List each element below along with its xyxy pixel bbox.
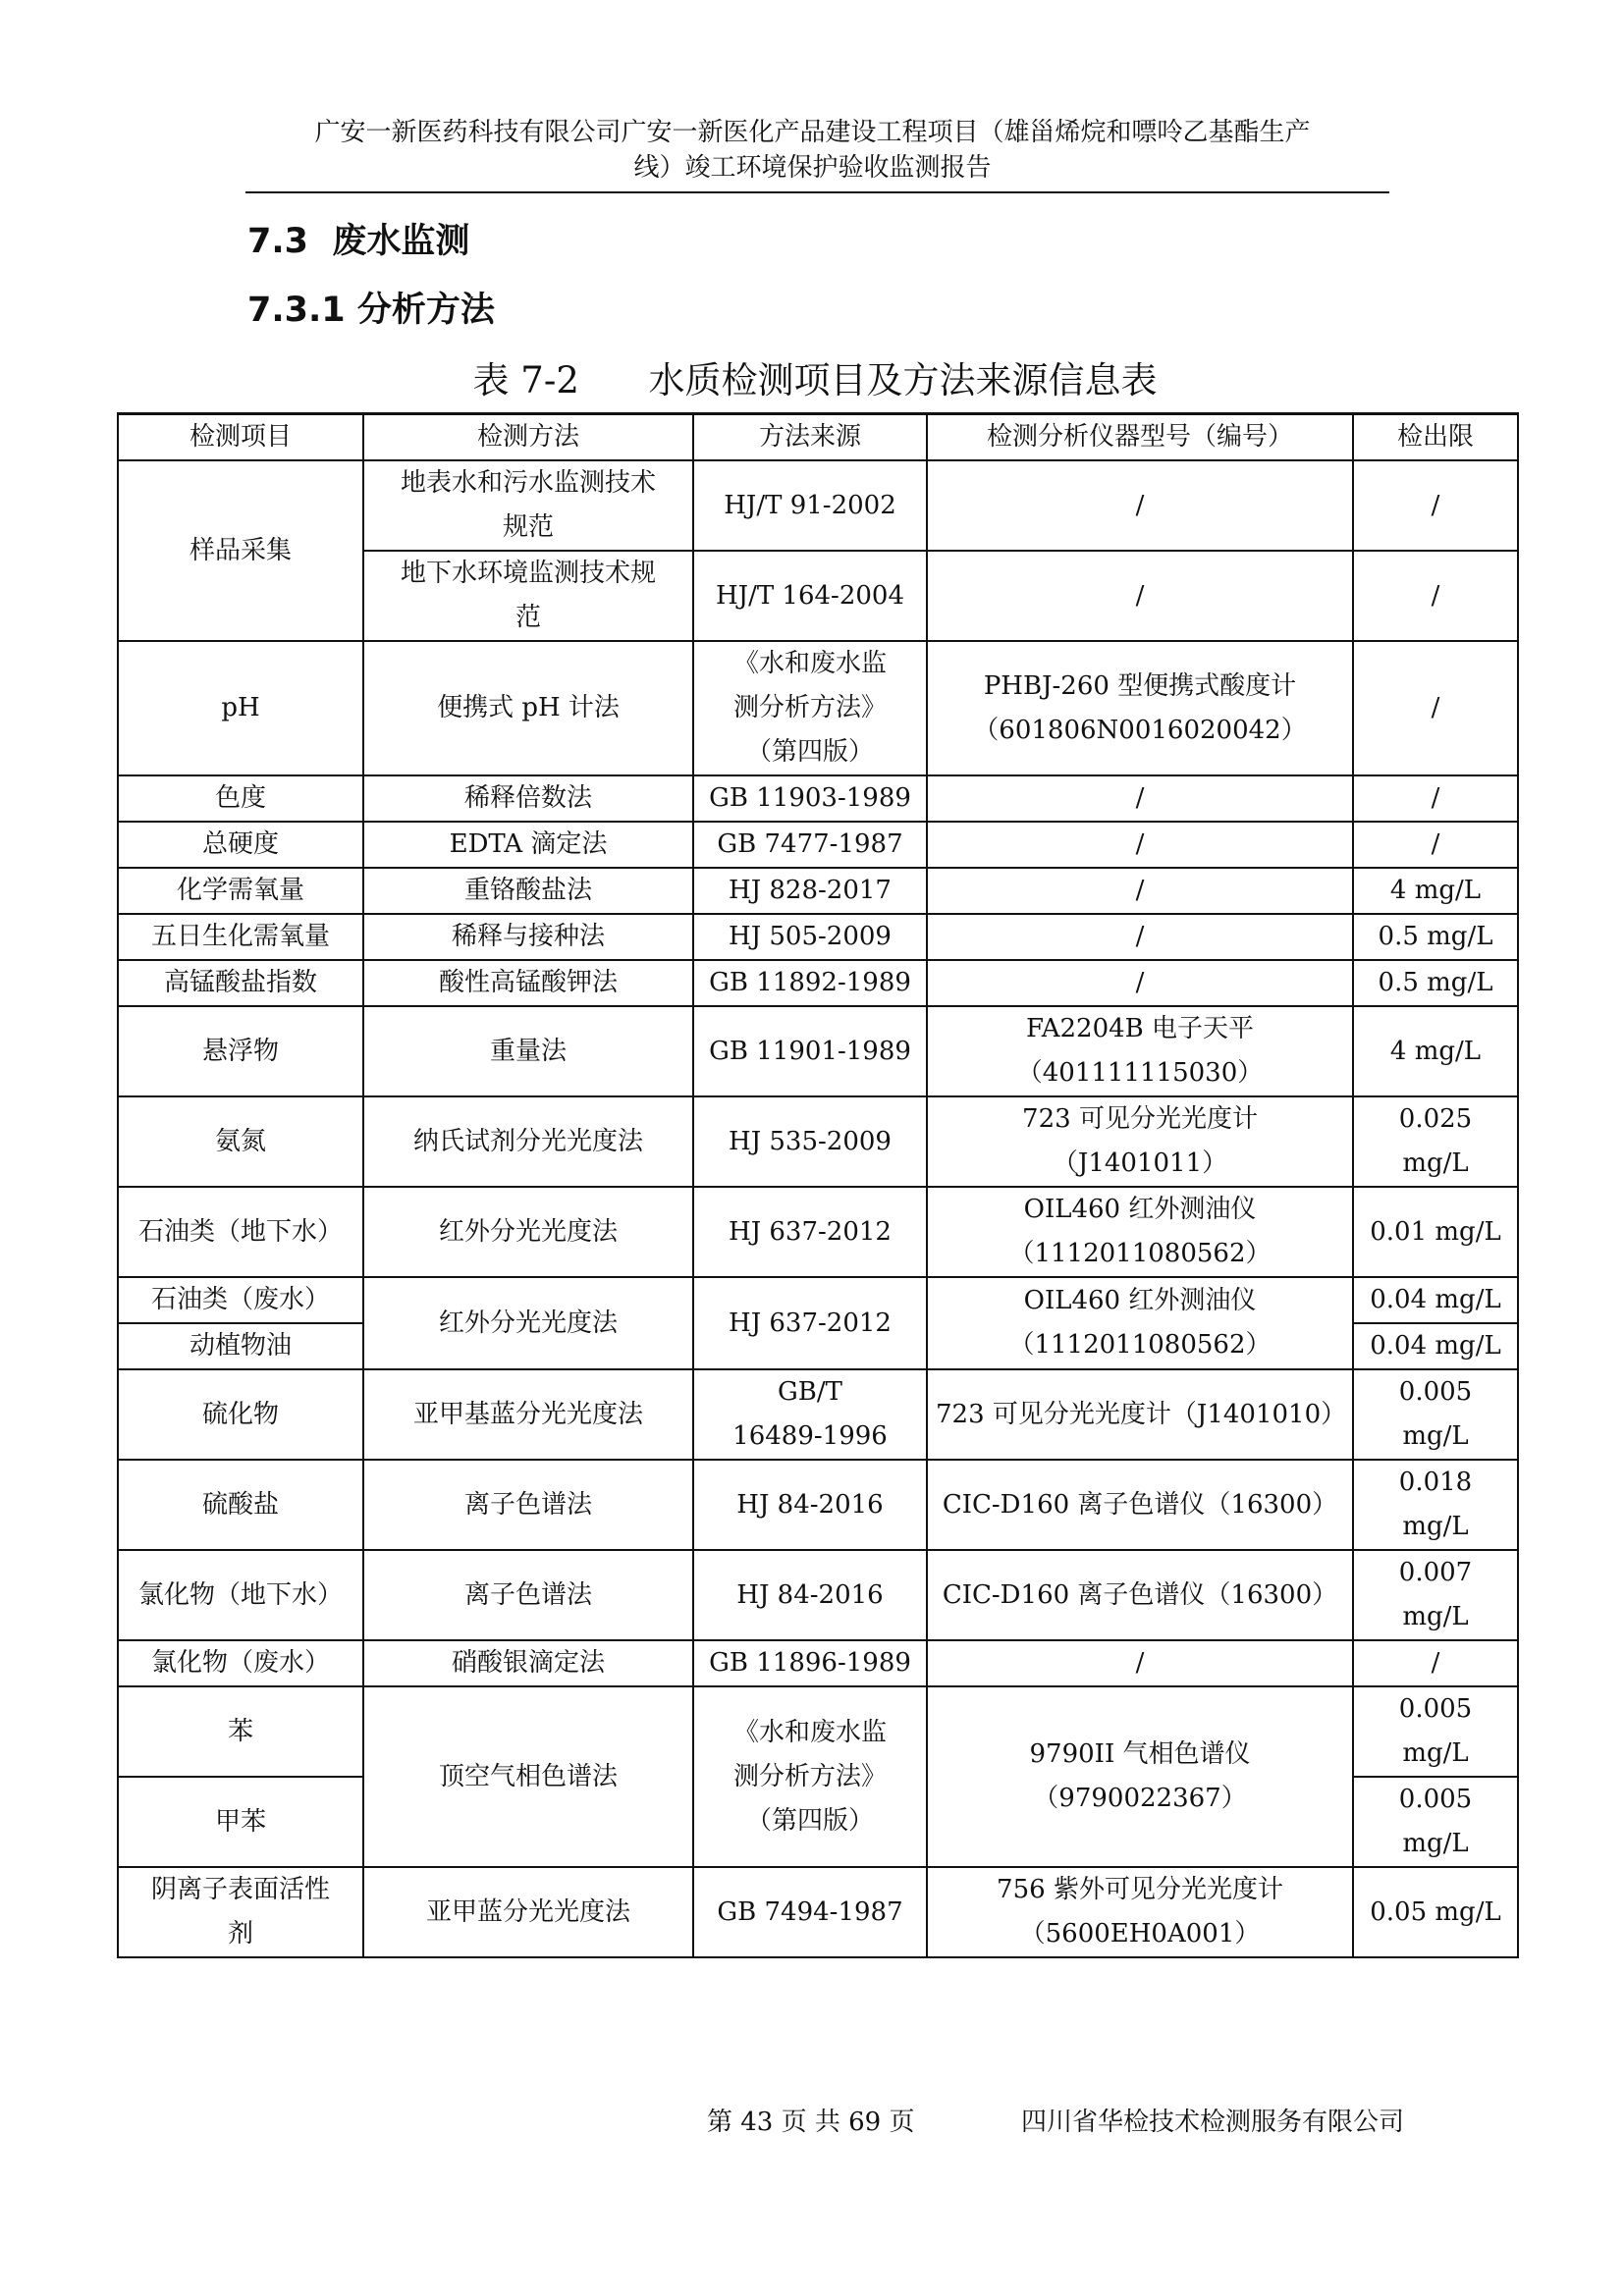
- cell-source-line: GB/T: [778, 1377, 842, 1407]
- table-row: [118, 914, 1518, 960]
- cell-limit-line: 0.05 mg/L: [1370, 1896, 1501, 1927]
- cell-source: [693, 1460, 927, 1550]
- cell-instrument: [927, 914, 1353, 960]
- table-row: [118, 1460, 1518, 1550]
- table-row: [118, 1187, 1518, 1277]
- cell-limit-line: mg/L: [1402, 1602, 1469, 1631]
- cell-instrument-line: OIL460 红外测油仪: [1023, 1286, 1257, 1315]
- cell-method-line: 纳氏试剂分光光度法: [412, 1126, 643, 1156]
- cell-source-line: 《水和废水监: [732, 1717, 887, 1747]
- cell-instrument: [927, 960, 1353, 1006]
- cell-item: [118, 1460, 363, 1550]
- cell-limit: [1353, 822, 1518, 868]
- cell-limit-line: 4 mg/L: [1389, 1036, 1482, 1066]
- cell-method: [363, 914, 693, 960]
- table-row: [118, 822, 1518, 868]
- cell-limit: [1353, 1640, 1518, 1686]
- table-row: [118, 641, 1518, 775]
- cell-limit: [1353, 1006, 1518, 1096]
- cell-limit-line: 0.01 mg/L: [1370, 1216, 1501, 1247]
- cell-item: [118, 775, 363, 822]
- report-header-line-1: 广安一新医药科技有限公司广安一新医化产品建设工程项目（雄甾烯烷和嘌呤乙基酯生产: [314, 118, 1311, 147]
- cell-item-line: 苯: [227, 1716, 253, 1746]
- table-caption: [118, 359, 1512, 402]
- cell-method-line: 红外分光光度法: [438, 1308, 618, 1338]
- cell-instrument-line: 723 可见分光光度计: [1022, 1104, 1258, 1134]
- section-title: 废水监测: [332, 222, 470, 261]
- cell-instrument-line: （601806N0016020042）: [973, 715, 1307, 745]
- report-header: [236, 115, 1389, 186]
- cell-method-line: 规范: [502, 512, 554, 542]
- cell-item: [118, 914, 363, 960]
- cell-method-line: 红外分光光度法: [438, 1216, 618, 1247]
- cell-limit: [1353, 641, 1518, 775]
- cell-instrument-line: （1112011080562）: [1008, 1330, 1272, 1360]
- cell-item-line: 氨氮: [214, 1126, 266, 1156]
- cell-source: [693, 1686, 927, 1867]
- cell-limit: [1353, 775, 1518, 822]
- cell-instrument-line: /: [1135, 1648, 1145, 1678]
- subsection-heading: [247, 291, 495, 330]
- cell-item-line: 剂: [227, 1919, 253, 1949]
- table-row: [118, 1369, 1518, 1460]
- header-limit-line: 检出限: [1396, 422, 1474, 452]
- cell-instrument: [927, 551, 1353, 641]
- cell-instrument-line: /: [1135, 829, 1145, 859]
- cell-limit-line: 0.025: [1398, 1104, 1473, 1134]
- cell-source: [693, 1867, 927, 1957]
- cell-method: [363, 775, 693, 822]
- cell-item: [118, 1686, 363, 1777]
- header-instrument: [927, 414, 1353, 461]
- cell-limit-line: 0.04 mg/L: [1370, 1331, 1501, 1361]
- cell-item-line: 石油类（地下水）: [137, 1216, 343, 1247]
- header-source: [693, 414, 927, 461]
- subsection-number: 7.3.1: [247, 291, 346, 330]
- cell-method: [363, 1640, 693, 1686]
- header-item-line: 检测项目: [189, 422, 292, 452]
- cell-method: [363, 868, 693, 914]
- cell-limit: [1353, 460, 1518, 551]
- cell-method-line: 重量法: [489, 1036, 567, 1066]
- section-number: 7.3: [247, 222, 309, 261]
- header-method: [363, 414, 693, 461]
- cell-instrument: [927, 1096, 1353, 1187]
- cell-source-line: 测分析方法》: [732, 693, 887, 722]
- cell-source-line: HJ/T 164-2004: [715, 580, 905, 611]
- page-number: 第 43 页 共 69 页: [707, 2108, 915, 2137]
- cell-limit-line: 0.5 mg/L: [1378, 968, 1493, 997]
- cell-item-line: 样品采集: [189, 535, 292, 565]
- cell-method: [363, 1686, 693, 1867]
- table-row: [118, 460, 1518, 551]
- cell-instrument-line: /: [1135, 783, 1145, 813]
- cell-limit-line: mg/L: [1402, 1421, 1469, 1451]
- cell-limit: [1353, 1096, 1518, 1187]
- cell-limit-line: 0.04 mg/L: [1370, 1285, 1501, 1314]
- cell-instrument-line: OIL460 红外测油仪: [1023, 1195, 1257, 1224]
- cell-instrument: [927, 775, 1353, 822]
- cell-limit-line: 0.005: [1398, 1785, 1473, 1814]
- cell-instrument-line: CIC-D160 离子色谱仪（16300）: [942, 1579, 1338, 1610]
- cell-source: [693, 1640, 927, 1686]
- cell-source-line: GB 7477-1987: [717, 829, 903, 859]
- table-row: [118, 1096, 1518, 1187]
- cell-source-line: HJ 84-2016: [736, 1579, 884, 1610]
- cell-source-line: HJ 637-2012: [729, 1308, 892, 1338]
- cell-source-line: HJ 505-2009: [729, 922, 892, 951]
- cell-instrument-line: /: [1135, 968, 1145, 997]
- cell-method-line: 便携式 pH 计法: [437, 693, 620, 722]
- table-row: [118, 1006, 1518, 1096]
- cell-item-line: 硫化物: [201, 1399, 279, 1429]
- cell-source: [693, 641, 927, 775]
- table-row: [118, 868, 1518, 914]
- cell-method-line: 离子色谱法: [463, 1489, 592, 1520]
- cell-method: [363, 1006, 693, 1096]
- cell-instrument: [927, 1867, 1353, 1957]
- header-source-line: 方法来源: [758, 422, 861, 452]
- subsection-title: 分析方法: [356, 291, 495, 330]
- cell-instrument-line: /: [1135, 876, 1145, 905]
- cell-method-line: 离子色谱法: [463, 1579, 592, 1610]
- cell-limit-line: /: [1431, 783, 1440, 813]
- cell-instrument-line: （5600EH0A001）: [1019, 1919, 1261, 1949]
- cell-method-line: 地下水环境监测技术规: [400, 559, 656, 588]
- cell-item-line: 硫酸盐: [201, 1489, 279, 1520]
- cell-item: [118, 1277, 363, 1323]
- header-method-line: 检测方法: [476, 422, 579, 452]
- cell-limit: [1353, 1777, 1518, 1867]
- cell-item: [118, 822, 363, 868]
- cell-source-line: （第四版）: [745, 737, 874, 767]
- cell-method-line: 酸性高锰酸钾法: [438, 968, 618, 997]
- cell-limit-line: /: [1431, 1648, 1440, 1678]
- table-row: [118, 1867, 1518, 1957]
- cell-source: [693, 1096, 927, 1187]
- cell-method-line: 重铬酸盐法: [463, 876, 592, 905]
- cell-source: [693, 868, 927, 914]
- cell-item-line: 色度: [214, 783, 266, 813]
- header-item: [118, 414, 363, 461]
- cell-item: [118, 1323, 363, 1369]
- cell-item: [118, 1096, 363, 1187]
- cell-item-line: 甲苯: [214, 1806, 266, 1837]
- cell-item: [118, 1187, 363, 1277]
- cell-instrument-line: （9790022367）: [1033, 1784, 1247, 1813]
- cell-item-line: 动植物油: [189, 1331, 292, 1361]
- cell-method-line: 范: [514, 603, 541, 632]
- cell-source-line: GB 11903-1989: [709, 783, 911, 813]
- cell-method: [363, 1550, 693, 1640]
- cell-item: [118, 1006, 363, 1096]
- cell-instrument: [927, 1006, 1353, 1096]
- cell-source: [693, 460, 927, 551]
- cell-limit-line: mg/L: [1402, 1738, 1469, 1768]
- cell-item: [118, 960, 363, 1006]
- cell-source-line: 测分析方法》: [732, 1761, 887, 1791]
- cell-item-line: 总硬度: [201, 829, 279, 859]
- cell-method: [363, 960, 693, 1006]
- cell-limit: [1353, 1369, 1518, 1460]
- cell-source-line: HJ 637-2012: [729, 1216, 892, 1247]
- cell-instrument: [927, 868, 1353, 914]
- cell-limit: [1353, 1187, 1518, 1277]
- cell-method: [363, 1187, 693, 1277]
- table-row: [118, 1277, 1518, 1323]
- cell-method: [363, 1277, 693, 1369]
- cell-item-line: 阴离子表面活性: [150, 1875, 330, 1904]
- cell-item-line: 氯化物（地下水）: [137, 1579, 343, 1610]
- cell-source-line: GB 7494-1987: [717, 1896, 903, 1927]
- cell-item: [118, 1369, 363, 1460]
- cell-instrument-line: 723 可见分光光度计（J1401010）: [936, 1399, 1347, 1429]
- cell-limit: [1353, 1323, 1518, 1369]
- cell-instrument-line: CIC-D160 离子色谱仪（16300）: [942, 1489, 1338, 1520]
- cell-item-line: 高锰酸盐指数: [163, 968, 317, 997]
- cell-instrument-line: FA2204B 电子天平: [1025, 1014, 1255, 1043]
- cell-instrument: [927, 1369, 1353, 1460]
- header-limit: [1353, 414, 1518, 461]
- cell-limit: [1353, 1550, 1518, 1640]
- cell-limit-line: 0.007: [1398, 1558, 1473, 1587]
- cell-instrument: [927, 1686, 1353, 1867]
- cell-limit: [1353, 1686, 1518, 1777]
- cell-method: [363, 1369, 693, 1460]
- cell-instrument-line: PHBJ-260 型便携式酸度计: [983, 670, 1297, 701]
- cell-method-line: 地表水和污水监测技术: [400, 468, 656, 498]
- cell-item-line: 石油类（废水）: [150, 1285, 330, 1314]
- cell-item: [118, 868, 363, 914]
- table-caption-title: 水质检测项目及方法来源信息表: [648, 359, 1158, 401]
- method-table: [117, 412, 1519, 1958]
- cell-source: [693, 1277, 927, 1369]
- table-row: [118, 1550, 1518, 1640]
- cell-limit-line: 0.005: [1398, 1377, 1473, 1407]
- cell-source-line: 16489-1996: [732, 1421, 888, 1451]
- cell-instrument: [927, 641, 1353, 775]
- method-table-body: [118, 414, 1518, 1958]
- cell-limit-line: 0.005: [1398, 1694, 1473, 1724]
- cell-source: [693, 1187, 927, 1277]
- table-row: [118, 1640, 1518, 1686]
- cell-item: [118, 1550, 363, 1640]
- cell-item-line: pH: [221, 693, 260, 722]
- cell-instrument: [927, 1460, 1353, 1550]
- cell-instrument: [927, 1277, 1353, 1369]
- cell-limit-line: /: [1431, 829, 1440, 859]
- cell-limit: [1353, 1460, 1518, 1550]
- cell-instrument: [927, 822, 1353, 868]
- cell-limit: [1353, 914, 1518, 960]
- cell-source-line: GB 11901-1989: [709, 1036, 911, 1066]
- cell-limit: [1353, 868, 1518, 914]
- cell-instrument-line: （401111115030）: [1016, 1058, 1264, 1088]
- cell-source: [693, 551, 927, 641]
- cell-limit-line: 0.018: [1398, 1468, 1473, 1497]
- cell-method-line: 稀释倍数法: [463, 783, 592, 813]
- header-rule: [245, 191, 1389, 193]
- cell-source: [693, 822, 927, 868]
- cell-item: [118, 1777, 363, 1867]
- cell-source: [693, 914, 927, 960]
- cell-method-line: 硝酸银滴定法: [451, 1648, 605, 1678]
- cell-limit-line: mg/L: [1402, 1148, 1469, 1178]
- cell-method: [363, 641, 693, 775]
- cell-instrument: [927, 460, 1353, 551]
- cell-method: [363, 822, 693, 868]
- cell-item: [118, 460, 363, 641]
- cell-limit: [1353, 1277, 1518, 1323]
- cell-source: [693, 1550, 927, 1640]
- cell-source-line: HJ/T 91-2002: [724, 490, 896, 520]
- cell-instrument-line: 756 紫外可见分光光度计: [997, 1875, 1283, 1904]
- cell-source-line: GB 11896-1989: [709, 1648, 911, 1678]
- cell-method-line: 亚甲蓝分光光度法: [425, 1896, 630, 1927]
- table-caption-number: 表 7-2: [472, 359, 579, 401]
- cell-instrument-line: （J1401011）: [1052, 1148, 1228, 1178]
- cell-limit-line: mg/L: [1402, 1829, 1469, 1858]
- cell-source-line: HJ 84-2016: [736, 1489, 884, 1520]
- cell-instrument-line: （1112011080562）: [1008, 1239, 1272, 1268]
- footer-company: 四川省华检技术检测服务有限公司: [1021, 2108, 1405, 2137]
- cell-source: [693, 1369, 927, 1460]
- cell-limit-line: /: [1431, 580, 1440, 611]
- cell-instrument-line: 9790II 气相色谱仪: [1029, 1739, 1251, 1769]
- cell-method-line: 顶空气相色谱法: [438, 1761, 618, 1791]
- table-row: [118, 1686, 1518, 1777]
- table-row: [118, 960, 1518, 1006]
- cell-limit-line: /: [1431, 693, 1440, 722]
- cell-limit: [1353, 960, 1518, 1006]
- cell-item: [118, 641, 363, 775]
- table-row: [118, 775, 1518, 822]
- cell-method-line: EDTA 滴定法: [449, 829, 608, 859]
- cell-instrument-line: /: [1135, 922, 1145, 951]
- cell-item-line: 五日生化需氧量: [150, 922, 330, 951]
- cell-method-line: 亚甲基蓝分光光度法: [412, 1399, 643, 1429]
- cell-method: [363, 551, 693, 641]
- cell-limit: [1353, 551, 1518, 641]
- section-heading: [247, 222, 469, 261]
- cell-limit-line: mg/L: [1402, 1512, 1469, 1541]
- cell-source-line: GB 11892-1989: [709, 968, 911, 997]
- cell-limit: [1353, 1867, 1518, 1957]
- cell-instrument-line: /: [1135, 580, 1145, 611]
- cell-instrument-line: /: [1135, 490, 1145, 520]
- cell-source-line: HJ 828-2017: [729, 876, 892, 905]
- cell-source: [693, 960, 927, 1006]
- cell-limit-line: /: [1431, 490, 1440, 520]
- cell-method: [363, 1096, 693, 1187]
- cell-limit-line: 4 mg/L: [1389, 876, 1482, 905]
- cell-method: [363, 460, 693, 551]
- report-header-line-2: 线）竣工环境保护验收监测报告: [633, 153, 992, 183]
- cell-item-line: 化学需氧量: [176, 876, 304, 905]
- cell-instrument: [927, 1550, 1353, 1640]
- cell-source-line: （第四版）: [745, 1805, 874, 1836]
- cell-source-line: 《水和废水监: [732, 649, 887, 678]
- cell-instrument: [927, 1640, 1353, 1686]
- cell-method: [363, 1867, 693, 1957]
- table-header-row: [118, 414, 1518, 461]
- cell-source: [693, 775, 927, 822]
- cell-item-line: 氯化物（废水）: [150, 1648, 330, 1678]
- cell-item: [118, 1867, 363, 1957]
- cell-method-line: 稀释与接种法: [451, 922, 605, 951]
- cell-method: [363, 1460, 693, 1550]
- header-instrument-line: 检测分析仪器型号（编号）: [986, 422, 1293, 452]
- cell-limit-line: 0.5 mg/L: [1378, 922, 1493, 951]
- cell-source: [693, 1006, 927, 1096]
- cell-instrument: [927, 1187, 1353, 1277]
- cell-item-line: 悬浮物: [201, 1036, 279, 1066]
- cell-source-line: HJ 535-2009: [729, 1126, 892, 1156]
- cell-item: [118, 1640, 363, 1686]
